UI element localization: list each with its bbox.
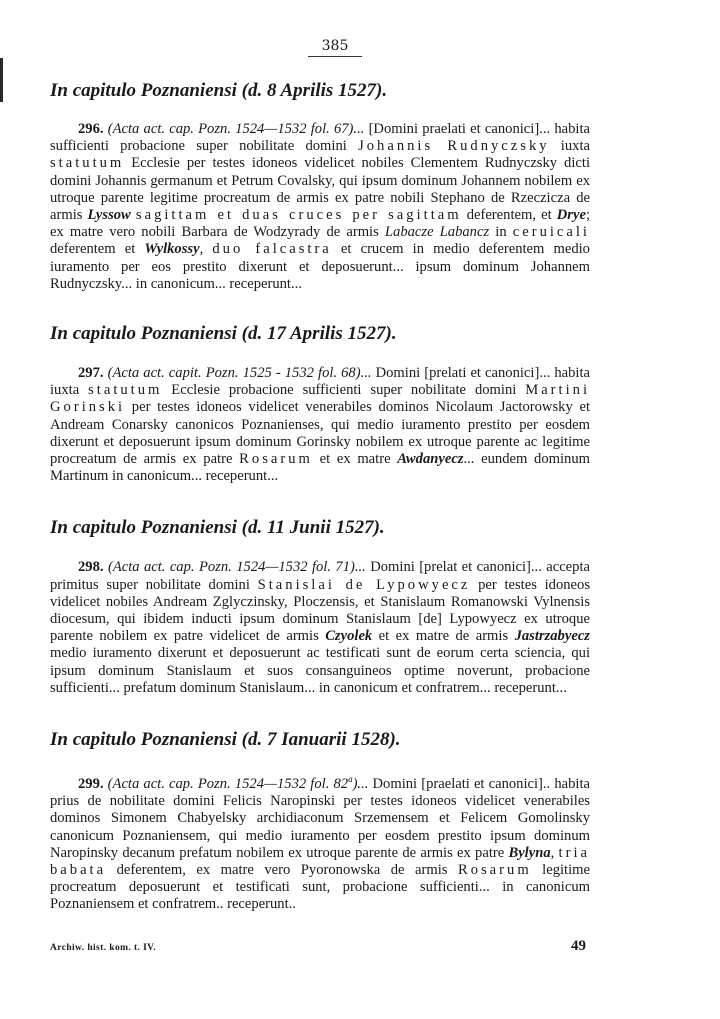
entry-number: 298.: [78, 559, 104, 576]
entry-text-run: statutum: [50, 155, 125, 172]
entry-text: [50, 121, 590, 293]
entry-text-run: Ecclesie probacione sufficienti super nobilitate domini: [162, 382, 526, 399]
entry-number: 297.: [78, 365, 104, 382]
entry-text: [50, 365, 590, 485]
entry-source: )...: [352, 775, 369, 792]
entry-text-run: statutum: [88, 382, 163, 399]
entry-text-run: Domini [praelati et canonici].. habita prius de nobilitate domini Felicis Naropinski per testes idoneos videlicet venerabiles dominos Simonem Chabyelsky archidiaconum Srzemensem et Felicem Gomolinsky canonicum Poznaniensem, qui medio iuramento per eosdem prestito ipsum dominum Naropinsky decanum prefatum nobilem ex utroque parente de armis ex patre: [50, 775, 590, 861]
entry-source: (Acta act. cap. Pozn. 1524—1532 fol. 71)...: [107, 559, 366, 576]
entry-text-run: per testes idoneos videlicet venerabiles dominos Nicolaum Jactorowsky et Andream Conarsky canonicos Poznanienses, qui medio iuramento prestito per eosdem dixerunt et deposuerunt ipsum dominum Gorinsky nobilem ex utroque parente ac legitime procreatum de armis ex patre: [50, 399, 590, 468]
entry-number: 296.: [78, 121, 104, 137]
entry-text-run: in: [489, 224, 513, 241]
entry-section-298: [50, 517, 590, 697]
entry-text-run: Drye: [556, 207, 586, 224]
entry-text-run: Lyssow: [87, 207, 131, 224]
footer-source: Archiw. hist. kom. t. IV.: [50, 943, 156, 953]
entry-text-run: Rosarum: [457, 861, 532, 878]
document-page: [50, 38, 590, 914]
entry-text-run: deferentem, ex matre vero Pyoronowska de armis: [106, 861, 458, 878]
entry-text-run: ; ex matre vero nobili Barbara de Wodzyrady de armis: [50, 207, 590, 241]
entry-text-run: Wylkossy: [144, 241, 200, 258]
entry-source: (Acta act. capit. Pozn. 1525 - 1532 fol. 68)...: [107, 365, 372, 382]
entry-number: 299.: [78, 775, 104, 792]
entry-text-run: deferentem et: [50, 241, 145, 258]
entry-text-run: deferentem, et: [461, 207, 557, 224]
entry-text-run: sagittam et duas cruces per sagittam: [135, 207, 462, 224]
entry-text-run: Awdanyecz: [397, 451, 464, 468]
entry-text-run: Labacze Labancz: [384, 224, 490, 241]
scan-edge-mark: [0, 58, 3, 102]
entry-text-run: duo falcastra: [212, 241, 332, 258]
entry-text-run: legitime procreatum deposuerunt et testificati sunt, probacione sufficienti... in canonicum Poznaniensem et confratrem.. receperunt..: [50, 861, 590, 913]
entry-text-run: et ex matre: [312, 451, 398, 468]
entry-source: (Acta act. cap. Pozn. 1524—1532 fol. 82: [107, 775, 349, 792]
entry-text-run: Bylyna: [508, 844, 551, 861]
entry-text-run: [Domini praelati et canonici]... habita sufficienti probacione super nobilitate domini: [50, 121, 590, 155]
entry-text-run: Johannis Rudnyczsky: [358, 138, 550, 155]
entry-section-296: [50, 80, 590, 293]
entry-text-run: Domini [prelati et canonici]... habita iuxta: [50, 365, 590, 399]
entry-text-run: et crucem in medio deferentem medio iuramento per eos prestito dixerunt et deposuerunt... ipsum dominum Johannem Rudnyczsky... in canonicum... receperunt...: [50, 241, 590, 292]
entry-text: [50, 559, 590, 697]
section-heading: In capitulo Poznaniensi (d. 17 Aprilis 1527).: [50, 323, 397, 345]
entry-text-run: et ex matre de armis: [372, 628, 515, 645]
entry-text-run: Ecclesie per testes idoneos videlicet nobiles Clementem Rudnyczsky dicti domini Johannis germanum et Petrum Covalsky, qui ipsum dominum Johannem nobilem ex utroque parente legitime procreatum de armis ex patre nobili Stephano de Rzeczicza de armis: [50, 155, 590, 224]
entry-text-run: a: [348, 774, 353, 785]
entry-text-run: ,: [550, 844, 559, 861]
entry-text-run: Czyolek: [325, 628, 373, 645]
entry-text-run: per testes idoneos videlicet nobiles Andream Zglyczinsky, Ploczensis, et Stanislaum Romanowski Vylnensis diocesum, qui ibidem inducti ipsum dominum Stanislaum [de] Lypowyecz ex utroque parente nobilem ex patre videlicet de armis: [50, 576, 591, 645]
page-number: 385: [80, 38, 590, 54]
section-heading: In capitulo Poznaniensi (d. 7 Ianuarii 1528).: [50, 729, 401, 751]
entry-text-run: Martini Gorinski: [50, 382, 590, 416]
entry-section-299: [50, 729, 590, 913]
section-heading: In capitulo Poznaniensi (d. 8 Aprilis 1527).: [50, 80, 388, 101]
section-heading: In capitulo Poznaniensi (d. 11 Junii 1527).: [50, 517, 385, 539]
entry-text-run: ceruicali: [512, 224, 590, 241]
entry-text-run: iuxta: [549, 138, 590, 155]
entry-text-run: medio iuramento dixerunt et deposuerunt ac testificati sunt de eorum certa sciencia, qui ipsum dominum Stanislaum et suos consanguineos optime noverunt, probacione sufficienti... prefatum dominum Stanislaum... in canonicum et confratrem... receperunt...: [50, 645, 590, 696]
entry-text-run: Jastrzabyecz: [514, 628, 590, 645]
signature-number: 49: [571, 938, 586, 954]
entry-text-run: tria babata: [50, 844, 590, 878]
page-footer: [50, 938, 590, 955]
entry-source: (Acta act. cap. Pozn. 1524—1532 fol. 67)...: [107, 121, 365, 137]
entry-text-run: Stanislai de Lypowyecz: [257, 576, 471, 593]
entry-text-run: ... eundem dominum Martinum in canonicum... receperunt...: [50, 451, 591, 485]
entry-text-run: Rosarum: [239, 451, 313, 468]
entry-text-run: Domini [prelat et canonici]... accepta primitus super nobilitate domini: [50, 559, 590, 593]
entry-text: [50, 771, 590, 913]
entry-text-run: ,: [199, 241, 213, 258]
entry-section-297: [50, 323, 590, 485]
